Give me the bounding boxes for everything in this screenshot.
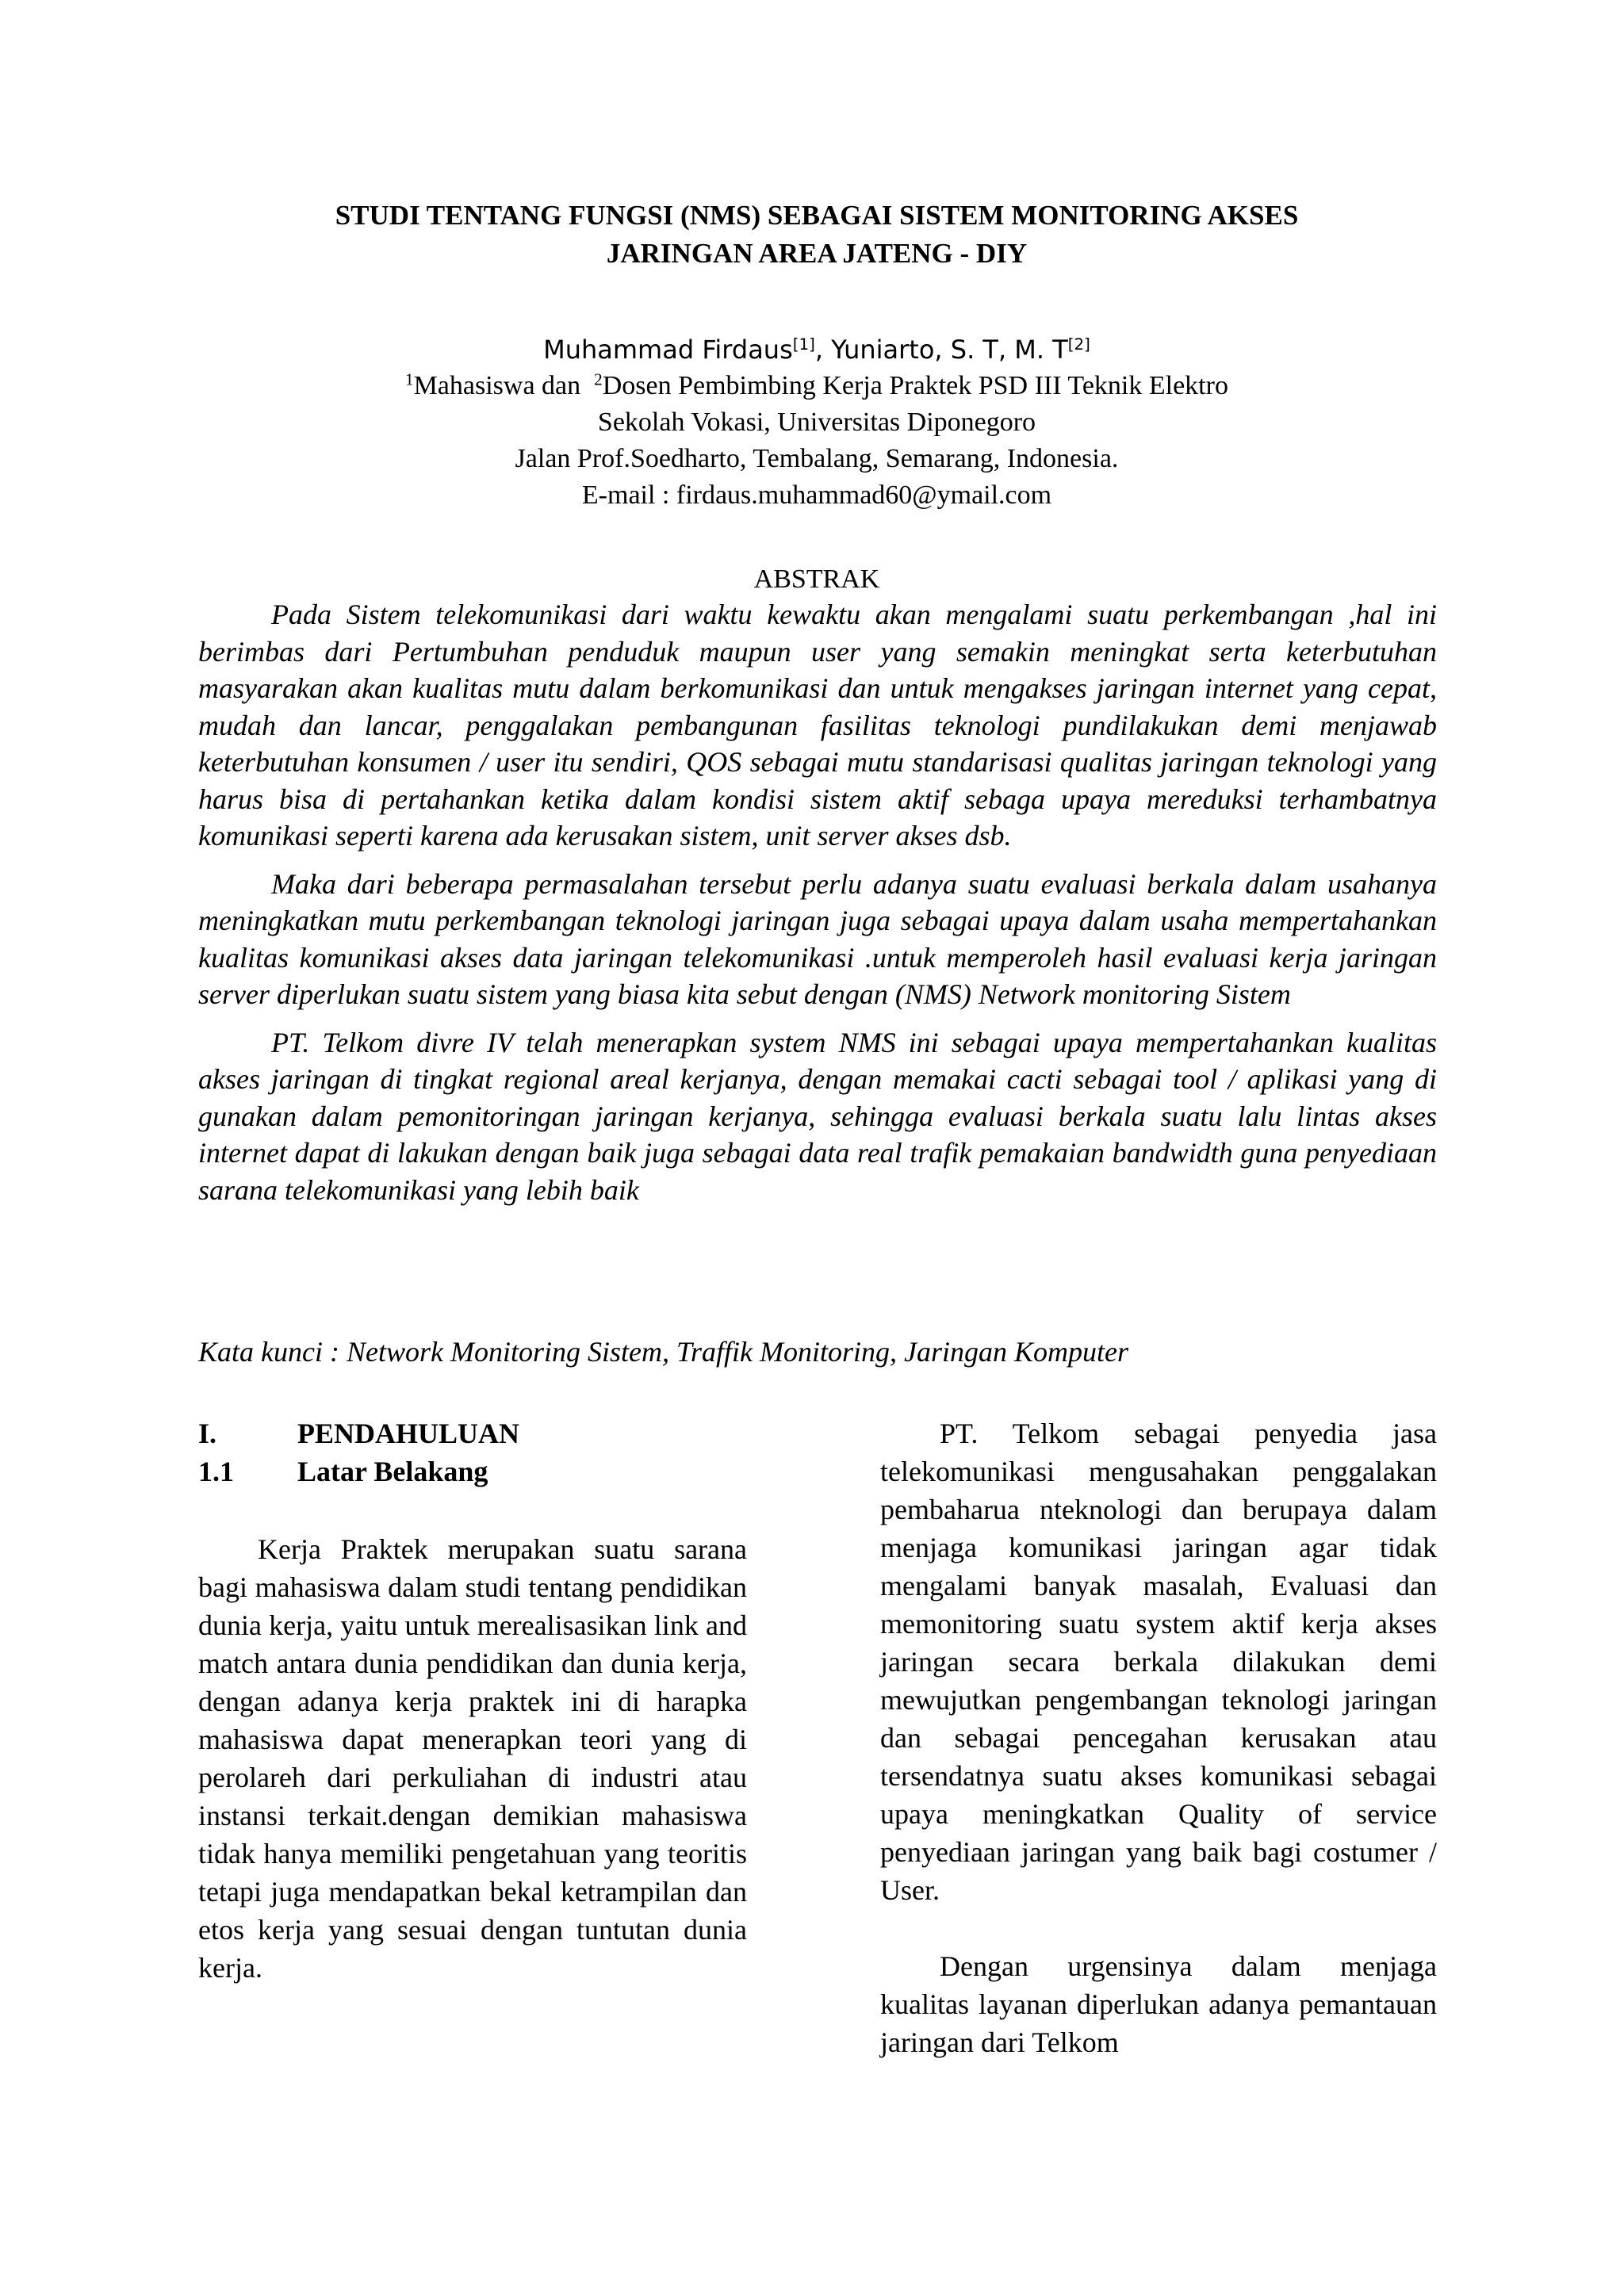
subsection-title: Latar Belakang bbox=[297, 1456, 488, 1487]
section-title: PENDAHULUAN bbox=[297, 1418, 520, 1449]
abstract-heading: ABSTRAK bbox=[753, 564, 880, 594]
address: Jalan Prof.Soedharto, Tembalang, Semarang, Indonesia. bbox=[515, 444, 1119, 473]
abstract-paragraph-2: Maka dari beberapa permasalahan tersebut perlu adanya suatu evaluasi berkala dalam usahanya meningkatkan mutu perkembangan teknologi jaringan juga sebagai upaya dalam usaha mempertahankan kualitas komunikasi akses data jaringan telekomunikasi .untuk memperoleh hasil evaluasi kerja jaringan server diperlukan suatu sistem yang biasa kita sebut dengan (NMS) Network monitoring Sistem bbox=[198, 867, 1437, 1010]
author-separator: , bbox=[814, 335, 832, 365]
author-1: Muhammad Firdaus bbox=[543, 335, 793, 365]
abstract-paragraph-3: PT. Telkom divre IV telah menerapkan system NMS ini sebagai upaya mempertahankan kualitas akses jaringan di tingkat regional areal kerjanya, dengan memakai cacti sebagai tool / aplikasi yang di gunakan dalam pemonitoringan jaringan kerjanya, sehingga evaluasi berkala suatu lalu lintas akses internet dapat di lakukan dengan baik juga sebagai data real trafik pemakaian bandwidth guna penyediaan sarana telekomunikasi yang lebih baik bbox=[198, 1026, 1437, 1206]
author-names bbox=[198, 331, 1435, 368]
title-line-2: JARINGAN AREA JATENG - DIY bbox=[606, 238, 1028, 269]
paper-title bbox=[198, 197, 1435, 273]
affiliation-part-2: Dosen Pembimbing Kerja Praktek PSD III Teknik Elektro bbox=[602, 371, 1228, 400]
abstract-paragraph-1: Pada Sistem telekomunikasi dari waktu kewaktu akan mengalami suatu perkembangan ,hal ini berimbas dari Pertumbuhan penduduk maupun user yang semakin meningkat serta keterbutuhan masyarakan akan kualitas mutu dalam berkomunikasi dan untuk mengakses jaringan internet yang cepat, mudah dan lancar, penggalakan pembangunan fasilitas teknologi pundilakukan demi menjawab keterbutuhan konsumen / user itu sendiri, QOS sebagai mutu standarisasi qualitas jaringan teknologi yang harus bisa di pertahankan ketika dalam kondisi sistem aktif sebaga upaya mereduksi terhambatnya komunikasi seperti karena ada kerusakan sistem, unit server akses dsb. bbox=[198, 599, 1437, 851]
affiliation-ref-2: 2 bbox=[594, 369, 603, 389]
left-column bbox=[198, 1414, 747, 1987]
left-column-paragraph: Kerja Praktek merupakan suatu sarana bagi mahasiswa dalam studi tentang pendidikan dunia kerja, yaitu untuk merealisasikan link and match antara dunia pendidikan dan dunia kerja, dengan adanya kerja praktek ini di harapka mahasiswa dapat menerapkan teori yang di perolareh dari perkuliahan di industri atau instansi terkait.dengan demikian mahasiswa tidak hanya memiliki pengetahuan yang teoritis tetapi juga mendapatkan bekal ketrampilan dan etos kerja yang sesuai dengan tuntutan dunia kerja. bbox=[198, 1533, 747, 1984]
author-block bbox=[198, 331, 1435, 514]
affiliation-part-1: Mahasiswa dan bbox=[413, 371, 595, 400]
author-1-ref: [1] bbox=[792, 335, 815, 354]
affiliation bbox=[198, 368, 1435, 404]
right-column-paragraph-1: PT. Telkom sebagai penyedia jasa telekomunikasi mengusahakan penggalakan pembaharua nteknologi dan berupaya dalam menjaga komunikasi jaringan agar tidak mengalami banyak masalah, Evaluasi dan memonitoring suatu system aktif kerja akses jaringan secara berkala dilakukan demi mewujutkan pengembangan teknologi jaringan dan sebagai pencegahan kerusakan atau tersendatnya suatu akses komunikasi sebagai upaya meningkatkan Quality of service penyediaan jaringan yang baik bagi costumer / User. bbox=[880, 1418, 1437, 1906]
author-2-ref: [2] bbox=[1067, 335, 1090, 354]
subsection-heading bbox=[198, 1452, 747, 1490]
subsection-number: 1.1 bbox=[198, 1456, 234, 1487]
section-heading bbox=[198, 1414, 747, 1452]
affiliation-ref-1: 1 bbox=[405, 369, 414, 389]
school: Sekolah Vokasi, Universitas Diponegoro bbox=[597, 408, 1036, 437]
right-column-paragraph-2: Dengan urgensinya dalam menjaga kualitas layanan diperlukan adanya pemantauan jaringan dari Telkom bbox=[880, 1950, 1437, 2058]
abstract-body bbox=[198, 596, 1437, 1219]
keywords: Kata kunci : Network Monitoring Sistem, Traffik Monitoring, Jaringan Komputer bbox=[198, 1336, 1128, 1368]
section-number: I. bbox=[198, 1418, 217, 1449]
author-2: Yuniarto, S. T, M. T bbox=[831, 335, 1068, 365]
right-column bbox=[880, 1414, 1437, 2061]
title-line-1: STUDI TENTANG FUNGSI (NMS) SEBAGAI SISTEM MONITORING AKSES bbox=[335, 200, 1299, 231]
email: E-mail : firdaus.muhammad60@ymail.com bbox=[581, 480, 1052, 510]
